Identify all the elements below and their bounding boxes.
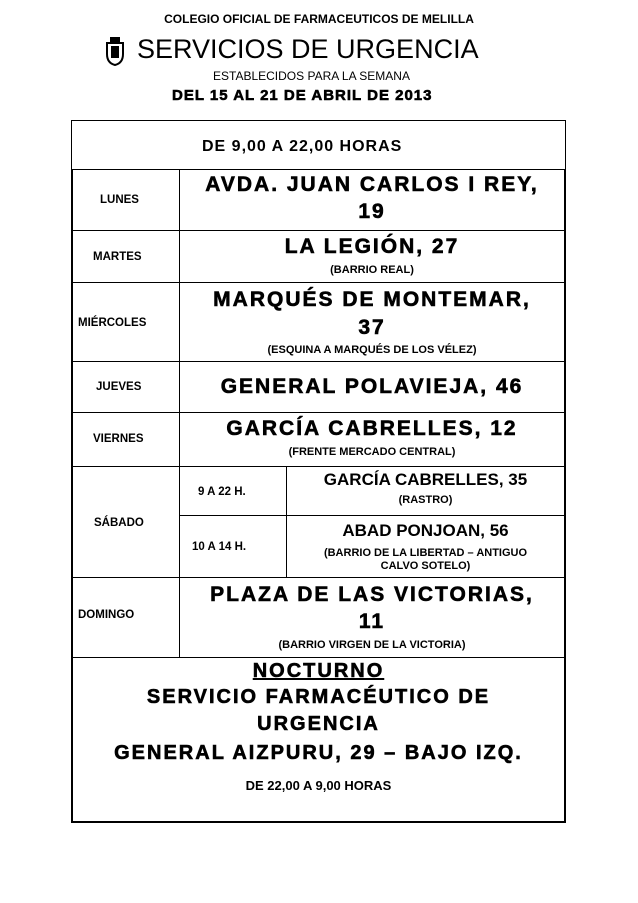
pharmacy-note: (BARRIO REAL) — [330, 264, 414, 276]
day-label: SÁBADO — [94, 517, 144, 529]
org-name: COLEGIO OFICIAL DE FARMACEUTICOS DE MELILLA — [164, 12, 474, 26]
pharmacy-note: (ESQUINA A MARQUÉS DE LOS VÉLEZ) — [267, 344, 477, 356]
day-cell-lunes — [72, 169, 180, 231]
pharmacy-address-number: 37 — [358, 316, 386, 339]
pharmacy-address: MARQUÉS DE MONTEMAR, — [213, 288, 531, 311]
pharmacy-address-number: 11 — [358, 610, 386, 633]
pharmacy-note: (RASTRO) — [398, 494, 453, 506]
pharmacy-address: GARCÍA CABRELLES, 35 — [323, 470, 528, 489]
night-address: GENERAL AIZPURU, 29 – BAJO IZQ. — [114, 742, 523, 764]
saturday-hours-cell-2 — [179, 515, 287, 578]
saturday-pharmacy-cell-1 — [286, 466, 565, 516]
pharmacy-cell-jueves — [179, 361, 565, 413]
pharmacy-address: ABAD PONJOAN, 56 — [342, 521, 509, 540]
schedule-table — [71, 120, 566, 823]
coat-of-arms-icon — [104, 36, 126, 66]
night-service-name: SERVICIO FARMACÉUTICO DE — [146, 686, 491, 708]
pharmacy-note-cont: CALVO SOTELO) — [380, 560, 471, 572]
pharmacy-cell-miercoles — [179, 282, 565, 362]
night-hours: DE 22,00 A 9,00 HORAS — [245, 778, 392, 793]
day-label: DOMINGO — [78, 609, 135, 621]
page-title: SERVICIOS DE URGENCIA — [137, 34, 479, 64]
pharmacy-address: PLAZA DE LAS VICTORIAS, — [210, 583, 534, 606]
saturday-hours-cell-1 — [179, 466, 287, 516]
slot-hours: 10 A 14 H. — [192, 541, 247, 553]
night-service-name-cont: URGENCIA — [257, 713, 380, 735]
day-cell-martes — [72, 230, 180, 283]
saturday-pharmacy-cell-2 — [286, 515, 565, 578]
week-dates: DEL 15 AL 21 DE ABRIL DE 2013 — [172, 87, 433, 104]
slot-hours: 9 A 22 H. — [198, 486, 246, 498]
pharmacy-note: (BARRIO VIRGEN DE LA VICTORIA) — [278, 639, 466, 651]
day-label: MIÉRCOLES — [78, 317, 147, 329]
day-label: JUEVES — [96, 381, 142, 393]
pharmacy-note: (FRENTE MERCADO CENTRAL) — [288, 446, 456, 458]
pharmacy-cell-viernes — [179, 412, 565, 467]
day-label: MARTES — [93, 251, 142, 263]
page-subtitle: ESTABLECIDOS PARA LA SEMANA — [213, 69, 410, 83]
pharmacy-address: AVDA. JUAN CARLOS I REY, — [205, 173, 539, 196]
pharmacy-cell-domingo — [179, 577, 565, 658]
pharmacy-address: GENERAL POLAVIEJA, 46 — [220, 375, 524, 398]
day-label: VIERNES — [93, 433, 144, 445]
night-service-cell — [72, 657, 565, 822]
day-hours: DE 9,00 A 22,00 HORAS — [202, 138, 403, 155]
day-label: LUNES — [100, 194, 139, 206]
pharmacy-address-number: 19 — [358, 200, 386, 223]
day-cell-domingo — [72, 577, 180, 658]
night-label: NOCTURNO — [252, 660, 385, 682]
day-cell-viernes — [72, 412, 180, 467]
day-cell-jueves — [72, 361, 180, 413]
day-cell-miercoles — [72, 282, 180, 362]
pharmacy-cell-lunes — [179, 169, 565, 231]
pharmacy-note: (BARRIO DE LA LIBERTAD – ANTIGUO — [323, 547, 528, 559]
pharmacy-cell-martes — [179, 230, 565, 283]
pharmacy-address: GARCÍA CABRELLES, 12 — [226, 417, 518, 440]
day-cell-sabado — [72, 466, 180, 578]
pharmacy-address: LA LEGIÓN, 27 — [284, 235, 460, 258]
